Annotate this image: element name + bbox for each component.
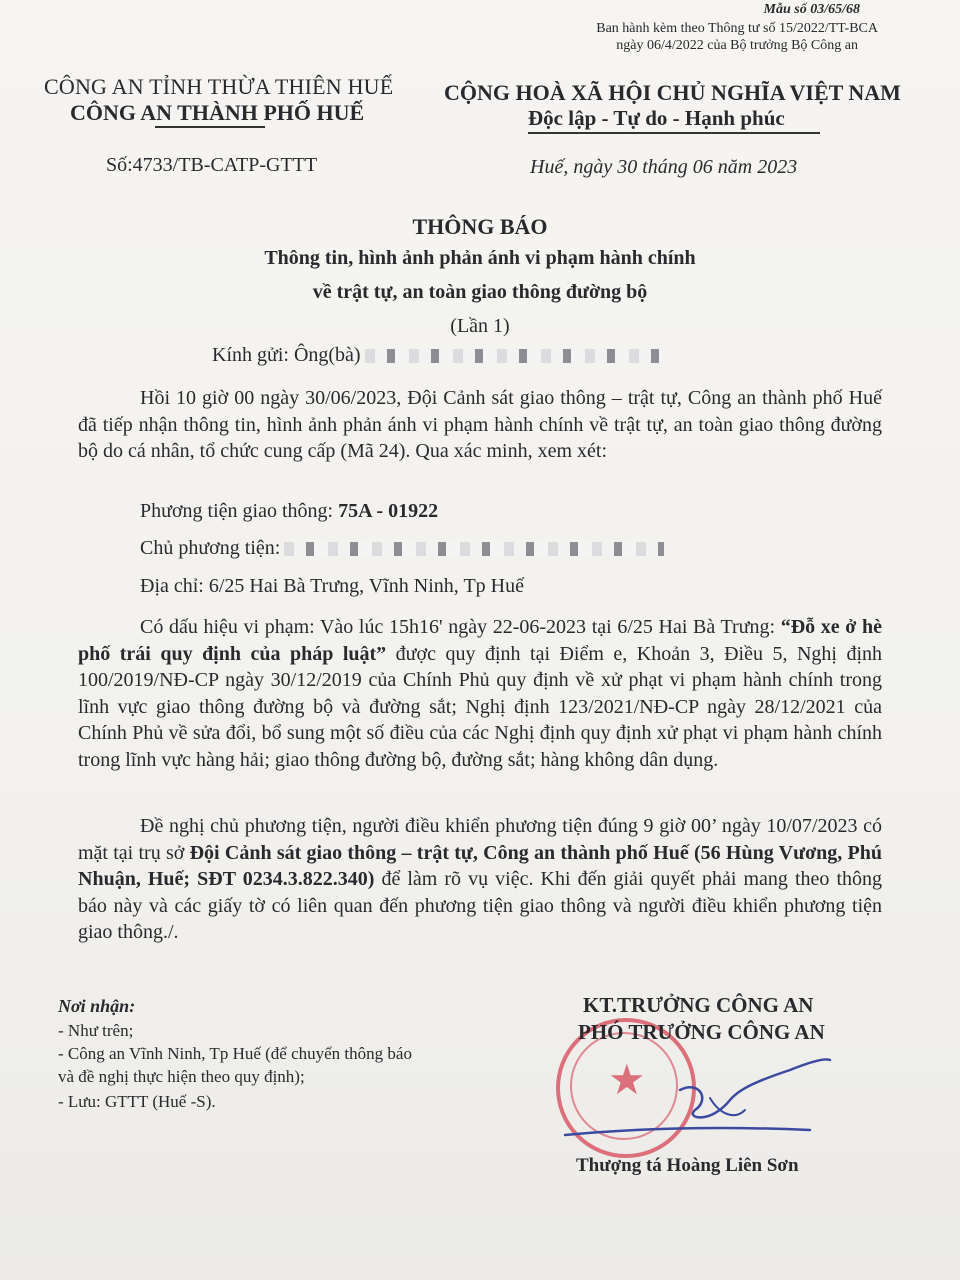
issued-with-line-2: ngày 06/4/2022 của Bộ trưởng Bộ Công an xyxy=(616,38,858,53)
star-icon: ★ xyxy=(608,1058,646,1104)
nation-title: CỘNG HOÀ XÃ HỘI CHỦ NGHĨA VIỆT NAM xyxy=(444,80,901,105)
signature-title-1: KT.TRƯỞNG CÔNG AN xyxy=(583,993,814,1017)
recipient-item: và đề nghị thực hiện theo quy định); xyxy=(58,1067,305,1086)
document-subtitle-1: Thông tin, hình ảnh phản ánh vi phạm hành chính xyxy=(264,247,696,269)
document-subtitle-2: về trật tự, an toàn giao thông đường bộ xyxy=(312,281,648,303)
owner-label: Chủ phương tiện: xyxy=(140,537,281,559)
vehicle-line xyxy=(140,500,438,523)
agency-underline xyxy=(155,126,265,128)
place-date: Huế, ngày 30 tháng 06 năm 2023 xyxy=(530,156,798,178)
recipient-item: - Công an Vĩnh Ninh, Tp Huế (để chuyển thông báo xyxy=(58,1044,412,1063)
recipient-label: Kính gửi: Ông(bà) xyxy=(212,344,361,366)
notice-round: (Lần 1) xyxy=(450,315,510,337)
handwritten-signature-icon xyxy=(560,1040,860,1150)
agency-name: CÔNG AN THÀNH PHỐ HUẾ xyxy=(70,100,365,125)
recipients-label: Nơi nhận: xyxy=(58,996,136,1016)
document-number: Số:4733/TB-CATP-GTTT xyxy=(106,154,318,176)
request-office: Đội Cảnh sát giao thông – trật tự, Công an thành phố Huế (56 Hùng Vương, Phú Nhuận, Huế; SĐT 0234.3.822.340) xyxy=(78,841,882,890)
paragraph-request xyxy=(78,813,882,946)
document-title: THÔNG BÁO xyxy=(412,214,548,239)
nation-motto: Độc lập - Tự do - Hạnh phúc xyxy=(528,106,785,130)
issued-with xyxy=(596,20,878,54)
redacted-owner xyxy=(284,542,664,556)
violation-text-a: Có dấu hiệu vi phạm: Vào lúc 15h16' ngày 22-06-2023 tại 6/25 Hai Bà Trưng: xyxy=(140,616,781,638)
recipient-line xyxy=(212,344,665,367)
request-text-a: Đề nghị chủ phương tiện, người điều khiển phương tiện đúng 9 giờ 00’ ngày 10/07/2023 có mặt tại trụ sở xyxy=(78,815,882,864)
request-text-b: để làm rõ vụ việc. Khi đến giải quyết phải mang theo thông báo này và các giấy tờ có liên quan đến phương tiện giao thông và người điều khiển phương tiện giao thông./. xyxy=(78,868,883,943)
redacted-name xyxy=(365,349,665,363)
vehicle-label: Phương tiện giao thông: xyxy=(140,500,339,522)
vehicle-plate: 75A - 01922 xyxy=(338,500,439,522)
form-number: Mẫu số 03/65/68 xyxy=(763,2,860,17)
signature-title-2: PHÓ TRƯỞNG CÔNG AN xyxy=(578,1020,825,1044)
recipient-item: - Lưu: GTTT (Huế -S). xyxy=(58,1092,216,1111)
owner-line xyxy=(140,537,664,560)
motto-underline xyxy=(528,132,820,134)
violation-description: “Đỗ xe ở hè phố trái quy định của pháp luật” xyxy=(78,616,882,665)
issued-with-line-1: Ban hành kèm theo Thông tư số 15/2022/TT-BCA xyxy=(596,21,878,36)
paragraph-intro: Hồi 10 giờ 00 ngày 30/06/2023, Đội Cảnh sát giao thông – trật tự, Công an thành phố Huế đã tiếp nhận thông tin, hình ảnh phản ánh vi phạm hành chính về trật tự, an toàn giao thông đường bộ do cá nhân, tổ chức cung cấp (Mã 24). Qua xác minh, xem xét: xyxy=(78,387,882,462)
signer-name: Thượng tá Hoàng Liên Sơn xyxy=(576,1155,799,1176)
agency-parent: CÔNG AN TỈNH THỪA THIÊN HUẾ xyxy=(44,74,394,99)
recipient-item: - Như trên; xyxy=(58,1021,134,1040)
address-line: Địa chỉ: 6/25 Hai Bà Trưng, Vĩnh Ninh, Tp Huế xyxy=(140,575,524,597)
paragraph-violation xyxy=(78,614,882,773)
violation-text-b: được quy định tại Điểm e, Khoản 3, Điều 5, Nghị định 100/2019/NĐ-CP ngày 30/12/2019 của Chính Phủ quy định về xử phạt vi phạm hành chính trong lĩnh vực giao thông đường bộ và đường sắt; Nghị định 123/2021/NĐ-CP ngày 28/12/2021 của Chính Phủ về sửa đổi, bổ sung một số điều của các Nghị định quy định xử phạt vi phạm hành chính trong lĩnh vực hàng hải; giao thông đường bộ, đường sắt; hàng không dân dụng. xyxy=(78,642,882,771)
